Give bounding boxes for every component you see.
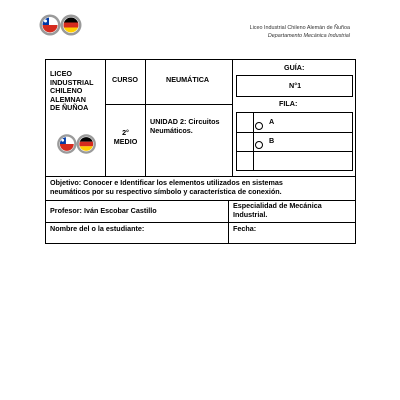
table-logo [55,132,99,156]
teacher-name: Profesor: Iván Escobar Castillo [50,206,157,215]
objective-text [50,179,283,196]
school-name-line: CHILENO [50,86,83,96]
chile-flag-gear-icon [57,134,76,153]
school-name-line: LICEO [50,69,72,78]
school-name-line: INDUSTRIAL [50,77,94,87]
date-label: Fecha: [233,224,257,233]
curso-value-line: 2° [122,128,129,137]
fila-options-box [236,112,353,171]
header-text [250,24,350,40]
fila-label: FILA: [279,99,298,108]
germany-flag-gear-icon [61,15,82,36]
unit-title [150,118,220,135]
school-name-line: ALEMNAN [50,94,86,104]
objective-line: Objetivo: Conocer e Identificar los elementos utilizados en sistemas [50,178,283,187]
school-logo [38,12,84,38]
student-name-label: Nombre del o la estudiante: [50,224,145,233]
curso-label: CURSO [112,75,138,84]
fila-b-radio[interactable] [255,141,263,149]
fila-a-radio[interactable] [255,122,263,130]
unit-title-line: Neumáticos. [150,125,193,135]
info-table [45,59,356,244]
school-name-line: DE ÑUÑOA [50,103,89,113]
guia-label: GUÍA: [284,63,305,72]
specialty-text [233,202,322,219]
guia-number-box [236,75,353,97]
fila-a-label: A [269,117,275,126]
header-department-line: Departamento Mecánica Industrial [267,33,350,39]
chile-flag-gear-icon [40,15,61,36]
objective-line: neumáticos por su respectivo símbolo y característica de conexión. [50,186,282,196]
unit-title-line: UNIDAD 2: Circuitos [150,117,220,126]
school-name [50,70,94,113]
subject-title: NEUMÁTICA [166,75,210,84]
specialty-line: Especialidad de Mecánica [233,201,322,210]
guia-number: N°1 [289,81,302,90]
curso-value [106,129,145,146]
germany-flag-gear-icon [77,134,96,153]
fila-b-label: B [269,136,275,145]
specialty-line: Industrial. [233,209,268,219]
header-school-line: Liceo Industrial Chileno Alemán de Ñuñoa [249,25,350,31]
curso-value-line: MEDIO [113,136,138,146]
